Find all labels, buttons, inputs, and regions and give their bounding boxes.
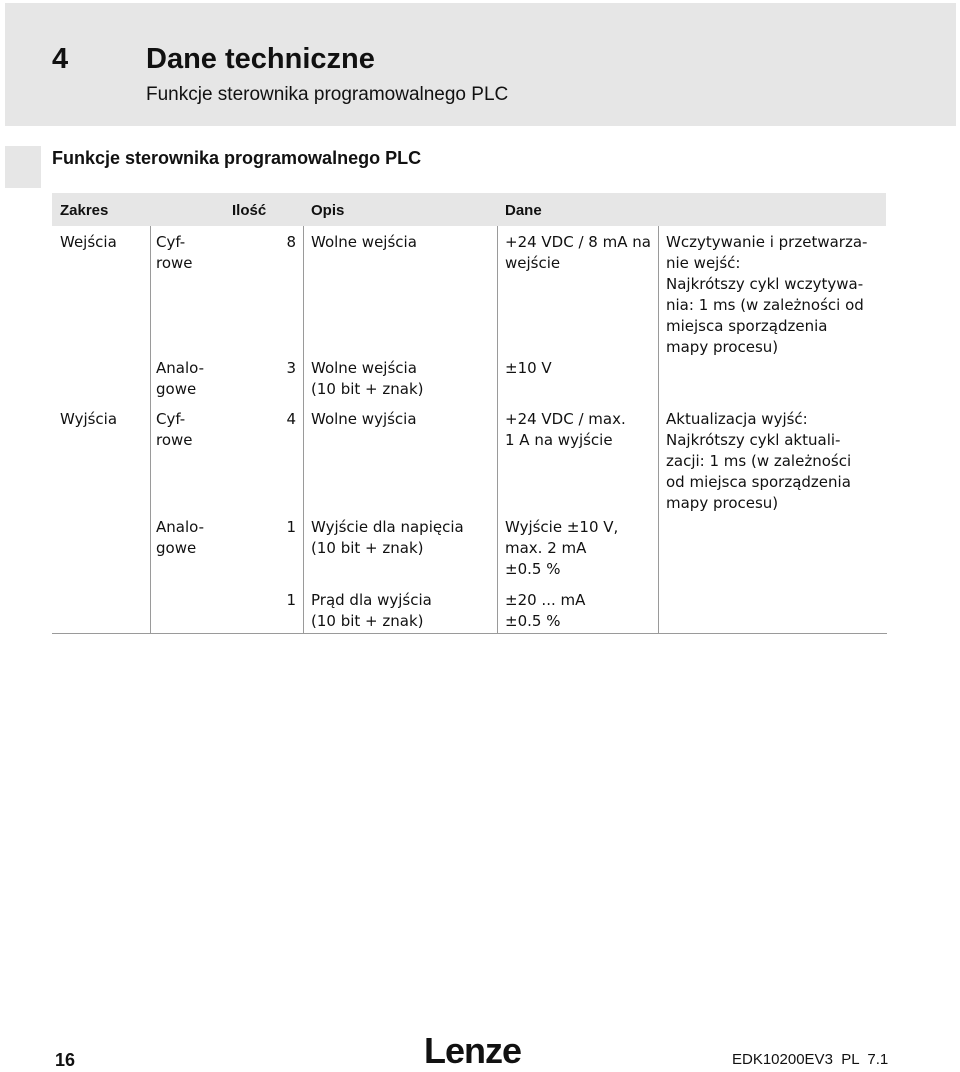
cell-data: +24 VDC / max. 1 A na wyjście (505, 410, 626, 449)
cell-type: Cyf- rowe (156, 410, 193, 449)
column-divider (497, 226, 498, 634)
chapter-title: Dane techniczne (146, 43, 375, 75)
cell-count: 4 (286, 410, 296, 428)
cell-count: 1 (286, 591, 296, 609)
header-dane: Dane (505, 202, 542, 219)
cell-group: Wyjścia (60, 410, 118, 428)
cell-description: Wyjście dla napięcia (10 bit + znak) (311, 518, 464, 557)
cell-description: Wolne wejścia (10 bit + znak) (311, 359, 424, 398)
page-number: 16 (55, 1050, 76, 1070)
table-bottom-rule (52, 633, 887, 634)
cell-data: +24 VDC / 8 mA na wejście (505, 233, 651, 272)
cell-type: Analo- gowe (156, 359, 204, 398)
column-divider (303, 226, 304, 634)
section-marker (5, 146, 41, 188)
cell-type: Cyf- rowe (156, 233, 193, 272)
cell-note: Aktualizacja wyjść: Najkrótszy cykl aktuali- zacji: 1 ms (w zależności od miejsca sporządzenia mapy procesu) (666, 410, 852, 512)
cell-description: Wolne wejścia (311, 233, 417, 251)
cell-data: ±20 ... mA ±0.5 % (505, 591, 586, 630)
lenze-logo: Lenze (424, 1030, 522, 1071)
column-divider (658, 226, 659, 634)
cell-count: 8 (286, 233, 296, 251)
cell-count: 3 (286, 359, 296, 377)
chapter-number: 4 (52, 43, 69, 75)
section-title: Funkcje sterownika programowalnego PLC (52, 148, 422, 168)
cell-group: Wejścia (60, 233, 117, 251)
header-zakres: Zakres (60, 202, 109, 219)
chapter-subtitle: Funkcje sterownika programowalnego PLC (146, 84, 509, 105)
cell-data: Wyjście ±10 V, max. 2 mA ±0.5 % (505, 518, 619, 578)
cell-description: Wolne wyjścia (311, 410, 417, 428)
table-header-row (52, 193, 886, 226)
header-ilosc: Ilość (232, 202, 267, 219)
cell-type: Analo- gowe (156, 518, 204, 557)
cell-data: ±10 V (505, 359, 552, 377)
document-code: EDK10200EV3 PL 7.1 (732, 1051, 889, 1068)
column-divider (150, 226, 151, 634)
cell-description: Prąd dla wyjścia (10 bit + znak) (311, 591, 432, 630)
header-opis: Opis (311, 202, 345, 219)
cell-note: Wczytywanie i przetwarza- nie wejść: Najkrótszy cykl wczytywa- nia: 1 ms (w zależności od miejsca sporządzenia mapy procesu) (666, 233, 868, 356)
cell-count: 1 (286, 518, 296, 536)
